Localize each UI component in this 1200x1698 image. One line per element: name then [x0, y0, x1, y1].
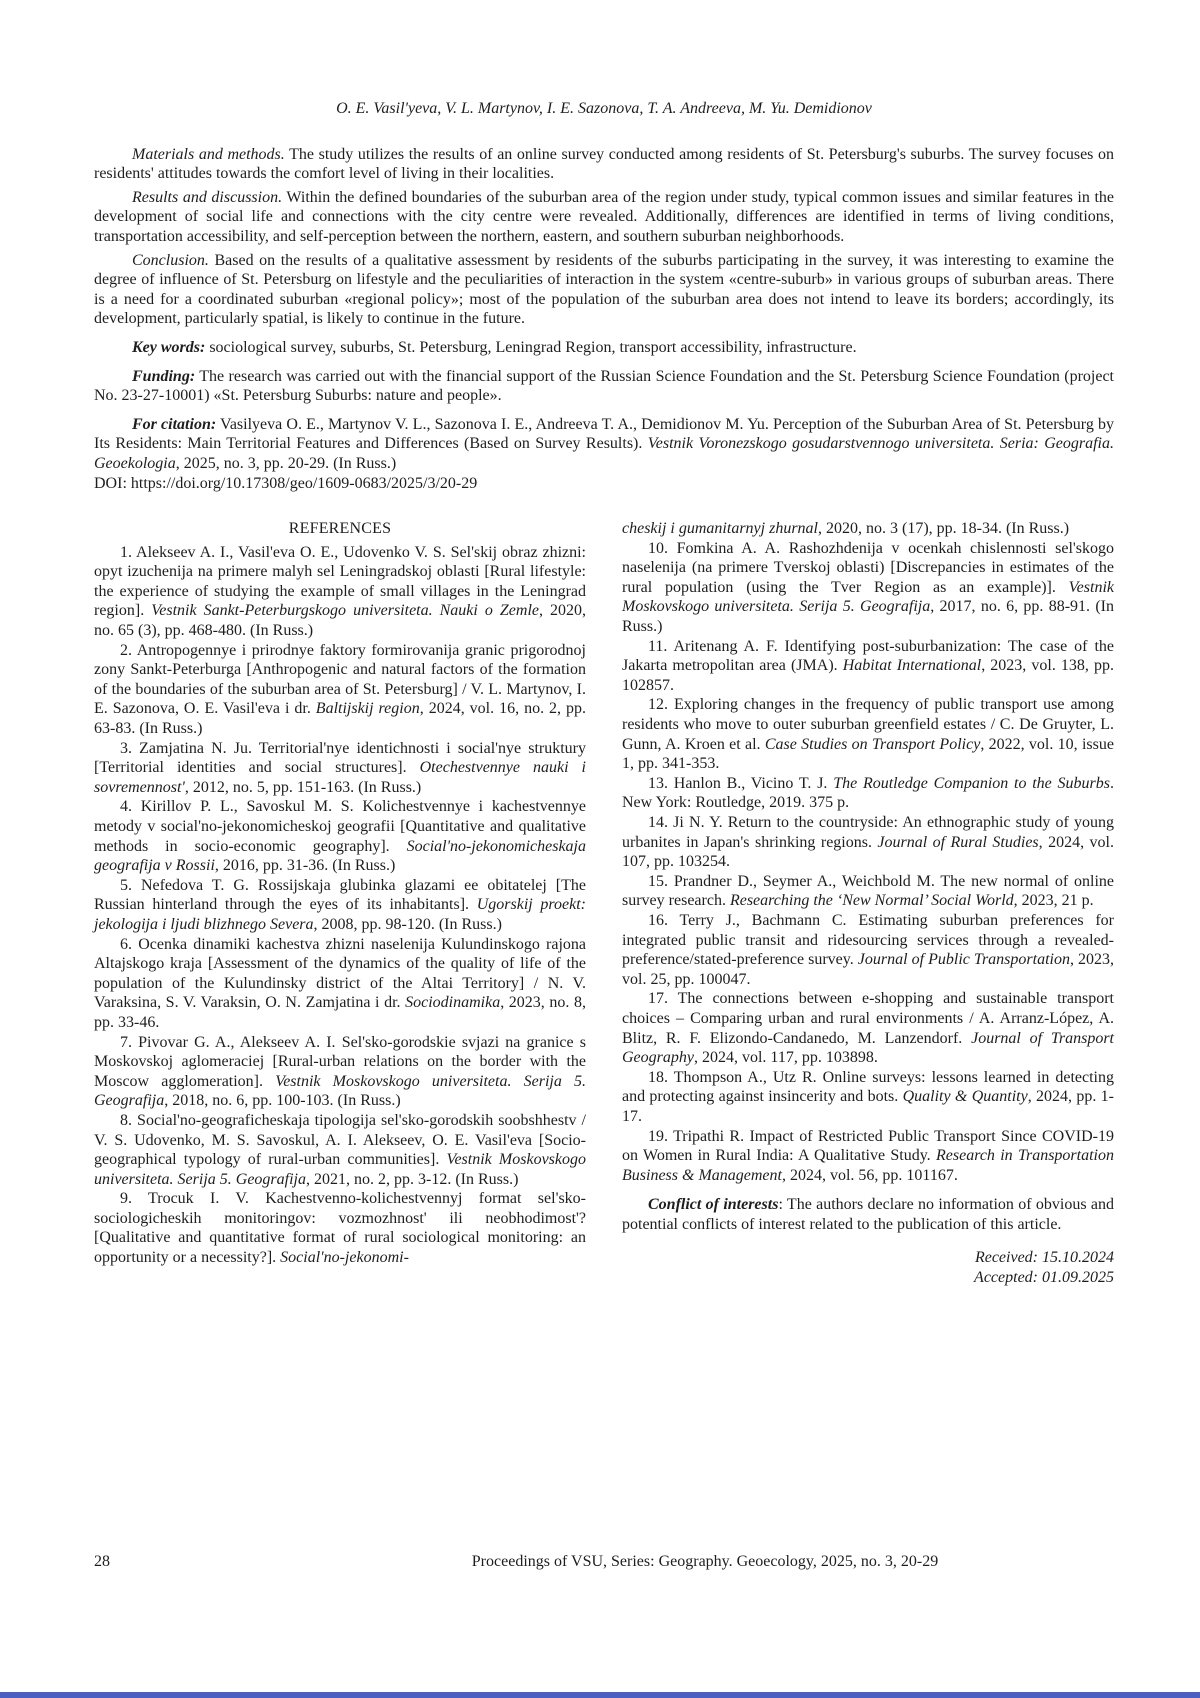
footer-journal-line: Proceedings of VSU, Series: Geography. Geoecology, 2025, no. 3, 20-29: [471, 1553, 939, 1570]
reference-item: 17. The connections between e-shopping and sustainable transport choices – Comparing urban and rural environments / A. Arranz-López, A. Blitz, R. F. Elizondo-Candanedo, M. Lanzendorf. Journal of Transport Geography, 2024, vol. 117, pp. 103898.: [622, 990, 1115, 1067]
reference-item: 12. Exploring changes in the frequency of public transport use among residents who move to outer suburban greenfield estates / C. De Gruyter, L. Gunn, A. Kroen et al. Case Studies on Transport Policy, 2022, vol. 10, issue 1, pp. 341-353.: [622, 696, 1114, 773]
page-number: 28: [94, 1553, 110, 1570]
reference-item: 11. Aritenang A. F. Identifying post-suburbanization: The case of the Jakarta metropolitan area (JMA). Habitat International, 2023, vol. 138, pp. 102857.: [622, 637, 1115, 694]
reference-item: 1. Alekseev A. I., Vasil'eva O. E., Udovenko V. S. Sel'skij obraz zhizni: opyt izuchenija na primere malyh sel Leningradskoj oblasti [Rural lifestyle: the experience of studying the example of small villages in the Leningrad region]. Vestnik Sankt-Peterburgskogo universiteta. Nauki o Zemle, 2020, no. 65 (3), pp. 468-480. (In Russ.): [94, 543, 587, 640]
abstract-paragraph-results-and-discussion: Results and discussion. Within the defined boundaries of the suburban area of the region under study, typical common issues and similar features in the development of social life and connections with the city centre were revealed. Additionally, differences are identified in terms of living conditions, transportation accessibility, and self-perception between the northern, eastern, and southern suburban neighborhoods.: [94, 188, 1114, 245]
reference-item: 5. Nefedova T. G. Rossijskaja glubinka glazami ee obitatelej [The Russian hinterland through the eyes of its inhabitants]. Ugorskij proekt: jekologija i ljudi blizhnego Severa, 2008, pp. 98-120. (In Russ.): [94, 876, 587, 933]
reference-item: 7. Pivovar G. A., Alekseev A. I. Sel'sko-gorodskie svjazi na granice s Moskovskoj aglomeraciej [Rural-urban relations on the border with the Moscow agglomeration]. Vestnik Moskovskogo universiteta. Serija 5. Geografija, 2018, no. 6, pp. 100-103. (In Russ.): [94, 1033, 586, 1110]
reference-item: 9. Trocuk I. V. Kachestvenno-kolichestvennyj format sel'sko-sociologicheskih monitoringov: vozmozhnost' ili neobhodimost'? [Qualitative and quantitative format of rural sociological monitoring: an opportunity or a necessity?]. Social'no-jekonomi-: [94, 1190, 586, 1267]
reference-item: 8. Social'no-geograficheskaja tipologija sel'sko-gorodskih soobshhestv / V. S. Udovenko, M. S. Savoskul, A. I. Alekseev, O. E. Vasil'eva [Socio-geographical typology of rural-urban communities]. Vestnik Moskovskogo universiteta. Serija 5. Geografija, 2021, no. 2, pp. 3-12. (In Russ.): [94, 1111, 586, 1188]
reference-item: 18. Thompson A., Utz R. Online surveys: lessons learned in detecting and protecting against insincerity and bots. Quality & Quantity, 2024, pp. 1-17.: [622, 1068, 1115, 1125]
reference-item: 6. Ocenka dinamiki kachestva zhizni naselenija Kulundinskogo rajona Altajskogo kraja [Assessment of the dynamics of the quality of life of the population of the Kulundinsky district of the Altai Territory] / N. V. Varaksina, S. V. Varaksin, O. N. Zamjatina i dr. Sociodinamika, 2023, no. 8, pp. 33-46.: [94, 935, 586, 1031]
reference-item: 10. Fomkina A. A. Rashozhdenija v ocenkah chislennosti sel'skogo naselenija (na primere Tverskoj oblasti) [Discrepancies in estimates of the rural population (using the Tver Region as an example)]. Vestnik Moskovskogo universiteta. Serija 5. Geografija, 2017, no. 6, pp. 88-91. (In Russ.): [622, 539, 1115, 636]
accepted-date: Accepted: 01.09.2025: [974, 1269, 1114, 1287]
doi-link[interactable]: DOI: https://doi.org/10.17308/geo/1609-0683/2025/3/20-29: [94, 474, 478, 492]
page-footer: [94, 1552, 1114, 1574]
reference-item: 3. Zamjatina N. Ju. Territorial'nye identichnosti i social'nye struktury [Territorial identities and social structures]. Otechestvennye nauki i sovremennost', 2012, no. 5, pp. 151-163. (In Russ.): [94, 739, 587, 796]
reference-item: 15. Prandner D., Seymer A., Weichbold M. The new normal of online survey research. Researching the ‘New Normal’ Social World, 2023, 21 p.: [622, 872, 1114, 910]
reference-item: 19. Tripathi R. Impact of Restricted Public Transport Since COVID-19 on Women in Rural India: A Qualitative Study. Research in Transportation Business & Management, 2024, vol. 56, pp. 101167.: [622, 1127, 1114, 1184]
reference-item: 13. Hanlon B., Vicino T. J. The Routledge Companion to the Suburbs. New York: Routledge, 2019. 375 p.: [622, 774, 1114, 812]
citation-paragraph: For citation: Vasilyeva O. E., Martynov V. L., Sazonova I. E., Andreeva T. A., Demidionov M. Yu. Perception of the Suburban Area of St. Petersburg by Its Residents: Main Territorial Features and Differences (Based on Survey Results). Vestnik Voronezskogo gosudarstvennogo universiteta. Seria: Geografia. Geoekologia, 2025, no. 3, pp. 20-29. (In Russ.): [94, 415, 1115, 472]
references-section: [94, 519, 1114, 1288]
references-left-column: [94, 519, 586, 1288]
received-date: Received: 15.10.2024: [974, 1249, 1114, 1267]
keywords-paragraph: Key words: sociological survey, suburbs, St. Petersburg, Leningrad Region, transport accessibility, infrastructure.: [132, 338, 857, 356]
conflict-of-interests-paragraph: Conflict of interests: The authors declare no information of obvious and potential conflicts of interest related to the publication of this article.: [622, 1196, 1115, 1233]
funding-paragraph: Funding: The research was carried out with the financial support of the Russian Science Foundation and the St. Petersburg Science Foundation (project No. 23-27-10001) «St. Petersburg Suburbs: nature and people».: [94, 367, 1114, 405]
reference-item-continuation: cheskij i gumanitarnyj zhurnal, 2020, no. 3 (17), pp. 18-34. (In Russ.): [622, 520, 1070, 538]
abstract-paragraph-conclusion: Conclusion. Based on the results of a qualitative assessment by residents of the suburbs participating in the survey, it was interesting to examine the degree of influence of St. Petersburg on lifestyle and the peculiarities of interaction in the system «centre-suburb» in various groups of suburban areas. There is a need for a coordinated suburban «regional policy»; most of the population of the suburban area does not intend to leave its borders; accordingly, its development, particularly spatial, is likely to continue in the future.: [94, 251, 1114, 328]
reference-item: 16. Terry J., Bachmann C. Estimating suburban preferences for integrated public transit and ridesourcing services through a revealed-preference/stated-preference survey. Journal of Public Transportation, 2023, vol. 25, pp. 100047.: [622, 911, 1114, 988]
references-heading: REFERENCES: [288, 520, 392, 538]
reference-item: 14. Ji N. Y. Return to the countryside: An ethnographic study of young urbanites in Japan's shrinking regions. Journal of Rural Studies, 2024, vol. 107, pp. 103254.: [622, 814, 1114, 871]
references-right-column: [622, 519, 1114, 1288]
running-head-authors: O. E. Vasil'yeva, V. L. Martynov, I. E. Sazonova, T. A. Andreeva, M. Yu. Demidionov: [336, 100, 872, 117]
abstract-paragraph-materials-and-methods: Materials and methods. The study utilizes the results of an online survey conducted among residents of St. Petersburg's suburbs. The survey focuses on residents' attitudes towards the comfort level of living in their localities.: [94, 145, 1115, 183]
reference-item: 2. Antropogennye i prirodnye faktory formirovanija granic prigorodnoj zony Sankt-Peterburga [Anthropogenic and natural factors of the formation of the boundaries of the suburban area of St. Petersburg] / V. L. Martynov, I. E. Sazonova, O. E. Vasil'eva i dr. Baltijskij region, 2024, vol. 16, no. 2, pp. 63-83. (In Russ.): [94, 641, 587, 738]
abstract-section: [94, 145, 1114, 494]
bottom-edge-bar: [0, 1692, 1200, 1698]
reference-item: 4. Kirillov P. L., Savoskul M. S. Kolichestvennye i kachestvennye metody v social'no-jekonomicheskoj geografii [Quantitative and qualitative methods in socio-economic geography]. Social'no-jekonomicheskaja geografija v Rossii, 2016, pp. 31-36. (In Russ.): [94, 798, 586, 875]
